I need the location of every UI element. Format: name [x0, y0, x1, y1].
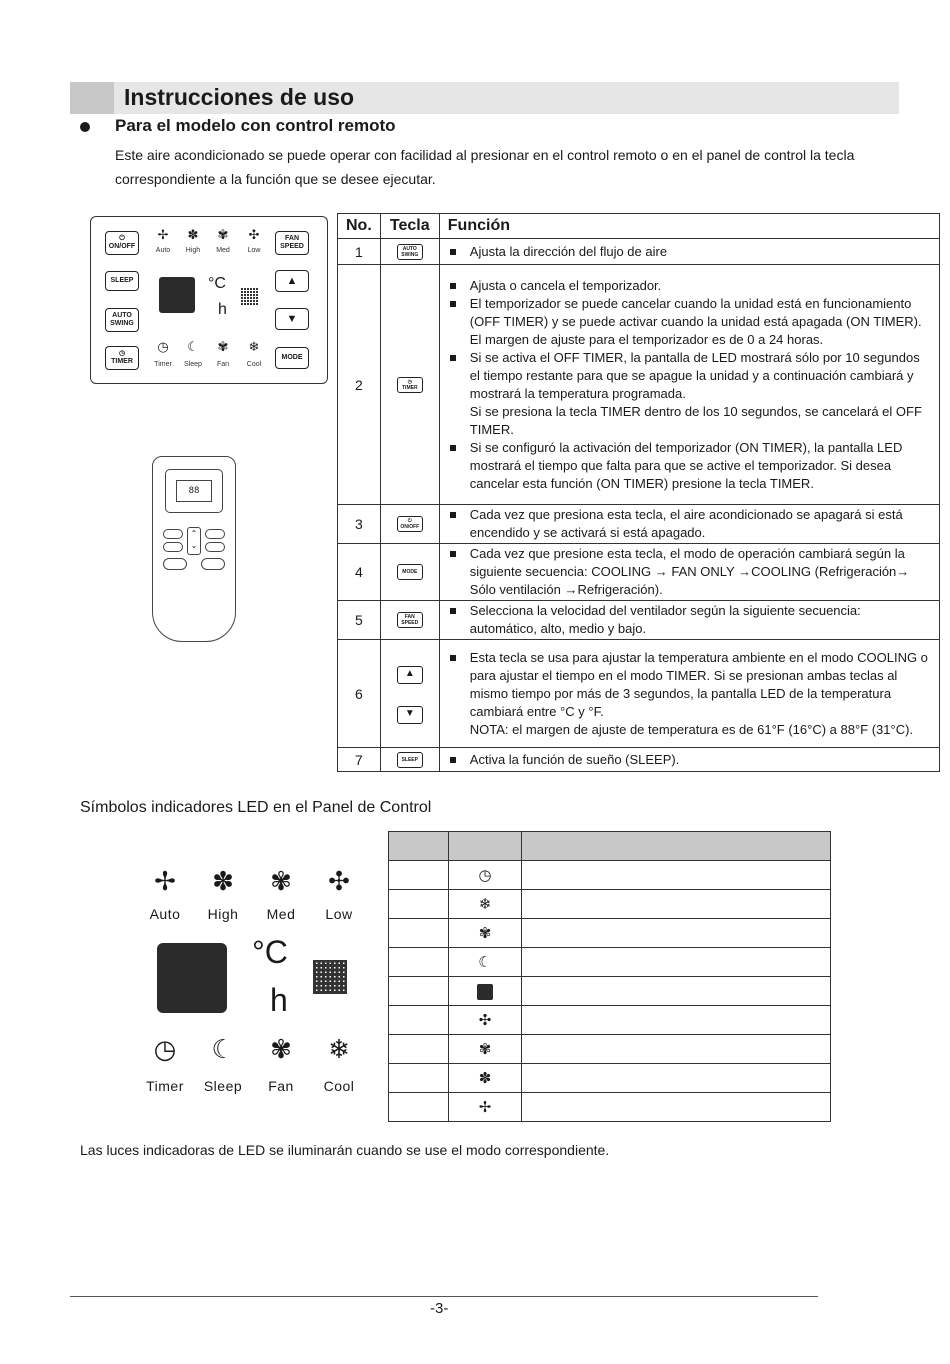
row-number: 7: [338, 748, 381, 772]
header-no: No.: [338, 214, 381, 239]
label-auto: Auto: [155, 247, 171, 254]
function-continuation: Si se presiona la tecla TIMER dentro de los 10 segundos, se cancelará el OFF TIMER.: [469, 403, 922, 437]
label-fan: Fan: [216, 361, 230, 368]
fan-high-icon: ✽: [449, 1064, 522, 1093]
fan-high-icon: ✽: [212, 866, 234, 896]
fan-med-icon: ✾: [270, 866, 292, 896]
table-cell: [522, 977, 831, 1006]
fan-low-icon: ✣: [328, 866, 350, 896]
label-low: Low: [247, 247, 261, 254]
function-cell: [439, 601, 939, 640]
remote-screen-frame: [165, 469, 223, 513]
table-row: [338, 748, 940, 772]
table-row: [389, 861, 831, 890]
moon-icon: ☾: [187, 339, 199, 354]
down-key-icon: ▼: [397, 706, 423, 724]
footer-divider: [70, 1296, 818, 1297]
label-high: High: [185, 247, 201, 254]
fan-high-icon: ✽: [187, 227, 199, 242]
label-cool: Cool: [246, 361, 262, 368]
hours-indicator: h: [270, 982, 288, 1018]
row-number: 5: [338, 601, 381, 640]
footer-note: Las luces indicadoras de LED se iluminarán cuando se use el modo correspondiente.: [80, 1142, 610, 1158]
table-cell: [522, 1006, 831, 1035]
table-cell: [389, 1035, 449, 1064]
table-row: [338, 640, 940, 748]
row-number: 2: [338, 265, 381, 505]
function-item: Ajusta o cancela el temporizador.: [448, 277, 931, 295]
header-cell: [389, 832, 449, 861]
label-fan: Fan: [268, 1078, 294, 1094]
remote-updown-button: ⌃ ⌄: [187, 527, 201, 555]
auto-swing-key-icon: AUTO SWING: [397, 244, 423, 260]
grid-indicator-icon: [313, 960, 347, 994]
fan-auto-icon: ✢: [449, 1093, 522, 1122]
table-header-row: [389, 832, 831, 861]
label-high: High: [207, 906, 239, 922]
led-display: [157, 943, 227, 1013]
fan-med-icon: ✾: [217, 227, 229, 242]
down-arrow-button: ▼: [275, 308, 309, 330]
function-item: Si se activa el OFF TIMER, la pantalla de LED mostrará sólo por 10 segundos el tiempo restante para que se apague la unidad y a continuación cambiará y mostrará la temperatura programada.: [448, 349, 931, 403]
led-symbol-table: [388, 831, 831, 1122]
function-continuation: NOTA: el margen de ajuste de temperatura es de 61°F (16°C) a 88°F (31°C).: [469, 721, 914, 737]
page-number: -3-: [430, 1300, 449, 1317]
moon-icon: ☾: [211, 1034, 235, 1064]
label-sleep: Sleep: [203, 1078, 243, 1094]
row-number: 1: [338, 239, 381, 265]
table-row: [338, 239, 940, 265]
table-row: [389, 890, 831, 919]
remote-screen: 88: [176, 480, 212, 502]
auto-swing-button: AUTO SWING: [105, 308, 139, 332]
onoff-key-icon: ⏻ ON/OFF: [397, 516, 423, 532]
fan-auto-icon: ✢: [157, 227, 169, 242]
table-header-row: [338, 214, 940, 239]
celsius-indicator: °C: [252, 934, 288, 970]
row-number: 3: [338, 505, 381, 544]
key-cell: [380, 640, 439, 748]
fan-med-icon: ✾: [449, 1035, 522, 1064]
mode-key-icon: MODE: [397, 564, 423, 580]
table-cell: [522, 919, 831, 948]
label-low: Low: [325, 906, 353, 922]
intro-paragraph: Este aire acondicionado se puede operar con facilidad al presionar en el control remoto o en el panel de control la tecla correspondiente a la función que se desee ejecutar.: [115, 147, 855, 187]
label-auto: Auto: [149, 906, 181, 922]
label-cool: Cool: [323, 1078, 355, 1094]
control-panel-diagram: [90, 216, 328, 384]
table-row: [389, 1035, 831, 1064]
remote-button: [205, 529, 225, 539]
remote-button: [201, 558, 225, 570]
fan-icon: ✾: [217, 339, 229, 354]
table-cell: [389, 1064, 449, 1093]
key-cell: [380, 239, 439, 265]
fan-icon: ✾: [270, 1034, 292, 1064]
remote-button: [163, 558, 187, 570]
clock-icon: ◷: [157, 339, 169, 354]
up-arrow-button: ▲: [275, 270, 309, 292]
label-med: Med: [216, 247, 230, 254]
function-cell: [439, 640, 939, 748]
title-bar: [70, 82, 899, 114]
table-row: [338, 505, 940, 544]
function-item: Activa la función de sueño (SLEEP).: [448, 751, 931, 769]
snowflake-icon: ❄: [248, 339, 260, 354]
fan-low-icon: ✣: [449, 1006, 522, 1035]
table-row: [389, 1093, 831, 1122]
clock-icon: ◷: [449, 861, 522, 890]
table-cell: [389, 861, 449, 890]
timer-button: ◷ TIMER: [105, 346, 139, 370]
key-cell: [380, 601, 439, 640]
function-cell: [439, 544, 939, 601]
key-cell: [380, 505, 439, 544]
section-subtitle: Para el modelo con control remoto: [115, 116, 396, 135]
label-sleep: Sleep: [184, 361, 202, 368]
snowflake-icon: ❄: [328, 1034, 350, 1064]
fan-icon: ✾: [449, 919, 522, 948]
table-cell: [389, 1093, 449, 1122]
fan-low-icon: ✣: [248, 227, 260, 242]
remote-control-diagram: [152, 456, 236, 642]
function-item: Selecciona la velocidad del ventilador según la siguiente secuencia: automático, alto, medio y bajo.: [448, 602, 931, 638]
moon-icon: ☾: [449, 948, 522, 977]
sleep-key-icon: SLEEP: [397, 752, 423, 768]
function-item: Cada vez que presiona esta tecla, el aire acondicionado se apagará si está encendido y se activará si está apagado.: [448, 506, 931, 542]
led-display: [159, 277, 195, 313]
hours-indicator: h: [218, 301, 227, 318]
table-cell: [389, 948, 449, 977]
key-cell: [380, 544, 439, 601]
up-key-icon: ▲: [397, 666, 423, 684]
function-item: Cada vez que presione esta tecla, el modo de operación cambiará según la siguiente secuencia: COOLING → FAN ONLY →COOLING (Refrigeración→ Sólo ventilación →Refrigeración).: [448, 545, 931, 599]
table-cell: [522, 1093, 831, 1122]
header-cell: [449, 832, 522, 861]
table-row: [389, 919, 831, 948]
table-cell: [522, 948, 831, 977]
onoff-button: ⏻ ON/OFF: [105, 231, 139, 255]
mode-button: MODE: [275, 347, 309, 369]
function-cell: [439, 265, 939, 505]
remote-button: [205, 542, 225, 552]
remote-button: [163, 529, 183, 539]
key-cell: [380, 265, 439, 505]
table-row: [338, 544, 940, 601]
label-timer: Timer: [146, 1078, 184, 1094]
function-cell: [439, 748, 939, 772]
sleep-button: SLEEP: [105, 271, 139, 291]
function-item: El temporizador se puede cancelar cuando la unidad está en funcionamiento (OFF TIMER) y se puede activar cuando la unidad está apagada (ON TIMER). El margen de ajuste para el temporizador es de 0 a 24 horas.: [448, 295, 931, 349]
key-cell: [380, 748, 439, 772]
function-item: Si se configuró la activación del temporizador (ON TIMER), la pantalla LED mostrará el tiempo que falta para que se active el temporizador. Si desea cancelar esta función (ON TIMER) presione la tecla TIMER.: [448, 439, 931, 493]
function-item: Esta tecla se usa para ajustar la temperatura ambiente en el modo COOLING o para ajustar el tiempo en el modo TIMER. Si se presionan ambas teclas al mismo tiempo por más de 3 segundos, la pantalla LED de la temperatura cambiará entre °C y °F.: [448, 649, 931, 721]
page-title: Instrucciones de uso: [124, 84, 355, 110]
function-table: [337, 213, 940, 772]
table-row: [338, 265, 940, 505]
clock-icon: ◷: [153, 1034, 177, 1064]
title-bar-accent: [70, 82, 114, 114]
fan-speed-key-icon: FAN SPEED: [397, 612, 423, 628]
fan-speed-button: FAN SPEED: [275, 231, 309, 255]
table-row: [389, 1064, 831, 1093]
table-row: [338, 601, 940, 640]
grid-indicator-icon: [241, 287, 259, 305]
bullet-icon: [80, 122, 90, 132]
table-cell: [389, 890, 449, 919]
table-row: [389, 948, 831, 977]
header-cell: [522, 832, 831, 861]
function-item: Ajusta la dirección del flujo de aire: [448, 243, 931, 261]
function-cell: [439, 239, 939, 265]
header-function: Función: [439, 214, 939, 239]
celsius-indicator: °C: [208, 275, 226, 292]
table-row: [389, 977, 831, 1006]
fan-auto-icon: ✢: [154, 866, 176, 896]
label-med: Med: [266, 906, 296, 922]
table-cell: [389, 977, 449, 1006]
label-timer: Timer: [154, 361, 172, 368]
table-cell: [389, 919, 449, 948]
table-cell: [522, 861, 831, 890]
header-key: Tecla: [380, 214, 439, 239]
table-cell: [522, 890, 831, 919]
led-section-title: Símbolos indicadores LED en el Panel de Control: [80, 799, 432, 816]
row-number: 4: [338, 544, 381, 601]
table-cell: [522, 1035, 831, 1064]
table-cell: [522, 1064, 831, 1093]
row-number: 6: [338, 640, 381, 748]
remote-button: [163, 542, 183, 552]
display-icon: [449, 977, 522, 1006]
table-cell: [389, 1006, 449, 1035]
timer-key-icon: ◷ TIMER: [397, 377, 423, 393]
table-row: [389, 1006, 831, 1035]
function-cell: [439, 505, 939, 544]
snowflake-icon: ❄: [449, 890, 522, 919]
